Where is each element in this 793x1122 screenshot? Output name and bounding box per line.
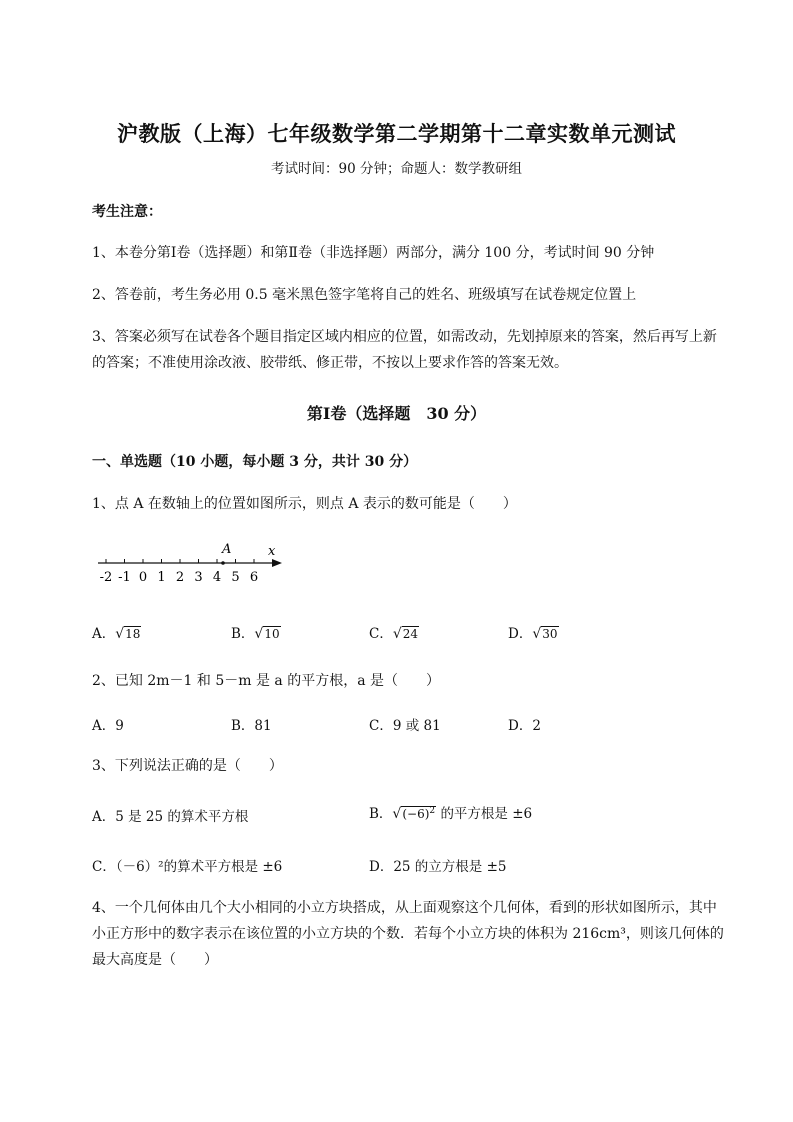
radicand-base: (−6) <box>402 807 430 821</box>
notice-item-3: 3、答案必须写在试卷各个题目指定区域内相应的位置，如需改动，先划掉原来的答案，然后再写上新 <box>92 329 717 345</box>
q1-option-d[interactable] <box>508 622 559 642</box>
q1-option-b[interactable] <box>231 622 281 642</box>
option-b-text: 的平方根是 ±6 <box>440 806 533 822</box>
q1-option-c[interactable] <box>369 622 419 642</box>
question-4-line-2: 小正方形中的数字表示在该位置的小立方块的个数．若每个小立方块的体积为 216cm³，则该几何体的 <box>92 926 724 942</box>
q2-option-b[interactable]: B．81 <box>231 718 272 734</box>
radicand: 18 <box>125 627 141 641</box>
q2-option-a[interactable]: A．9 <box>92 718 124 734</box>
q3-option-c[interactable]: C．（－6）²的算术平方根是 ±6 <box>92 859 283 875</box>
question-3-stem: 3、下列说法正确的是（ ） <box>92 758 283 774</box>
notice-item-3-cont: 的答案；不准使用涂改液、胶带纸、修正带，不按以上要求作答的答案无效。 <box>92 355 568 371</box>
radicand: 30 <box>542 627 558 641</box>
radicand: 24 <box>402 627 419 641</box>
number-line-tick-label: -1 <box>118 570 131 585</box>
question-4-line-1: 4、一个几何体由几个大小相同的小立方块搭成，从上面观察这个几何体，看到的形状如图所示，其中 <box>92 900 717 916</box>
sqrt-icon: √ <box>392 806 402 822</box>
number-line-arrow <box>272 559 282 567</box>
q3-option-d[interactable]: D．25 的立方根是 ±5 <box>369 859 507 875</box>
number-line-tick-label: 6 <box>249 570 259 585</box>
sqrt-icon: √ <box>532 626 542 642</box>
number-line-tick-label: 5 <box>231 570 240 585</box>
sqrt-icon: √ <box>254 626 264 642</box>
number-line-tick-label: 0 <box>138 570 148 585</box>
exam-info: 考试时间：90 分钟；命题人：数学教研组 <box>271 161 522 177</box>
option-letter: B． <box>369 806 393 822</box>
radicand-exponent: 2 <box>429 806 436 816</box>
notice-item-1: 1、本卷分第Ⅰ卷（选择题）和第Ⅱ卷（非选择题）两部分，满分 100 分，考试时间 90 分钟 <box>92 245 655 261</box>
sqrt-icon: √ <box>115 626 125 642</box>
question-1-stem: 1、点 A 在数轴上的位置如图所示，则点 A 表示的数可能是（ ） <box>92 496 517 512</box>
point-a-label: A <box>222 542 232 557</box>
notice-item-2: 2、答卷前，考生务必用 0.5 毫米黑色签字笔将自己的姓名、班级填写在试卷规定位置上 <box>92 287 637 303</box>
q1-option-a[interactable] <box>92 622 141 642</box>
number-line-tick-label: -2 <box>99 570 113 585</box>
q2-option-d[interactable]: D．2 <box>508 718 541 734</box>
option-letter: B． <box>231 626 255 642</box>
point-a-dot <box>221 561 225 565</box>
part-heading: 一、单选题（10 小题，每小题 3 分，共计 30 分） <box>92 454 418 470</box>
section-title: 第Ⅰ卷（选择题 30 分） <box>306 404 487 423</box>
number-line-figure <box>92 537 292 587</box>
question-2-stem: 2、已知 2m－1 和 5－m 是 a 的平方根，a 是（ ） <box>92 673 441 689</box>
radicand: 10 <box>264 627 280 641</box>
page-title: 沪教版（上海）七年级数学第二学期第十二章实数单元测试 <box>117 121 676 146</box>
option-letter: C． <box>369 626 393 642</box>
q3-option-a[interactable]: A．5 是 25 的算术平方根 <box>92 809 249 825</box>
sqrt-icon: √ <box>392 626 402 642</box>
option-letter: D． <box>508 626 533 642</box>
radicand <box>401 806 436 821</box>
q2-option-c[interactable]: C．9 或 81 <box>369 718 441 734</box>
number-line-tick-label: 2 <box>175 570 185 585</box>
option-letter: A． <box>92 626 116 642</box>
axis-x-label: x <box>268 544 276 559</box>
number-line-tick-label: 1 <box>157 570 166 585</box>
question-4-line-3: 最大高度是（ ） <box>92 952 218 968</box>
q3-option-b[interactable] <box>369 802 532 822</box>
notice-heading: 考生注意： <box>92 204 162 220</box>
number-line-tick-label: 4 <box>212 570 222 585</box>
number-line-tick-label: 3 <box>194 570 203 585</box>
